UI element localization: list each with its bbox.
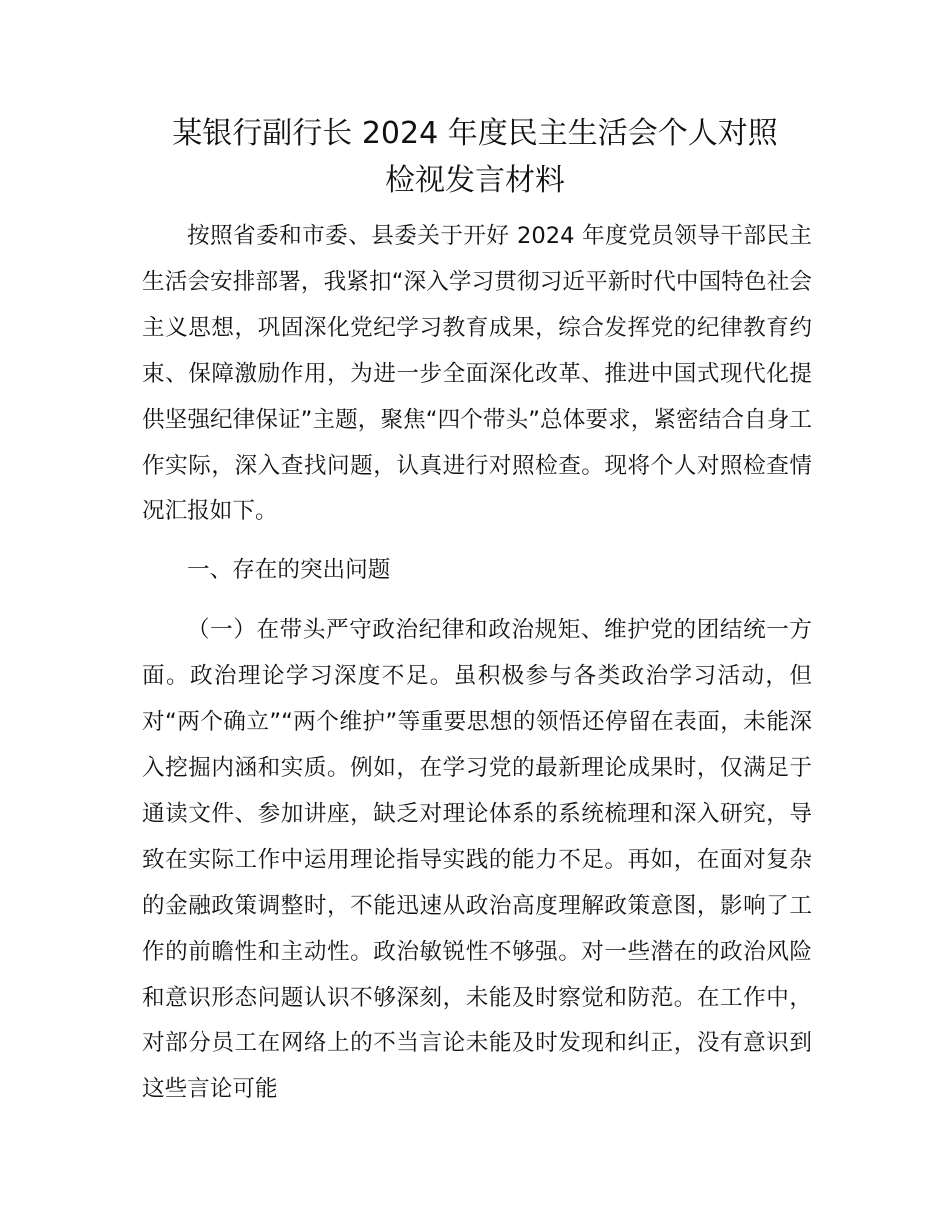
- paragraph-gap: [142, 535, 812, 544]
- document-title-line-1: 某银行副行长 2024 年度民主生活会个人对照: [172, 116, 778, 151]
- paragraph-gap: [142, 599, 812, 608]
- intro-paragraph: 按照省委和市委、县委关于开好 2024 年度党员领导干部民主生活会安排部署，我紧扣“深入学习贯彻习近平新时代中国特色社会主义思想，巩固深化党纪学习教育成果，综合发挥党的纪律教育约束、保障激励作用，为进一步全面深化改革、推进中国式现代化提供坚强纪律保证”主题，聚焦“四个带头”总体要求，紧密结合自身工作实际，深入查找问题，认真进行对照检查。现将个人对照检查情况汇报如下。: [142, 223, 812, 525]
- document-title-line-2: 检视发言材料: [385, 163, 565, 198]
- section-heading: 一、存在的突出问题: [187, 557, 391, 584]
- section-paragraph: （一）在带头严守政治纪律和政治规矩、维护党的团结统一方面。政治理论学习深度不足。虽积极参与各类政治学习活动，但对“两个确立”“两个维护”等重要思想的领悟还停留在表面，未能深入挖掘内涵和实质。例如，在学习党的最新理论成果时，仅满足于通读文件、参加讲座，缺乏对理论体系的系统梳理和深入研究，导致在实际工作中运用理论指导实践的能力不足。再如，在面对复杂的金融政策调整时，不能迅速从政治高度理解政策意图，影响了工作的前瞻性和主动性。政治敏锐性不够强。对一些潜在的政治风险和意识形态问题认识不够深刻，未能及时察觉和防范。在工作中，对部分员工在网络上的不当言论未能及时发现和纠正，没有意识到这些言论可能: [142, 617, 812, 1103]
- document-body: [142, 214, 812, 1113]
